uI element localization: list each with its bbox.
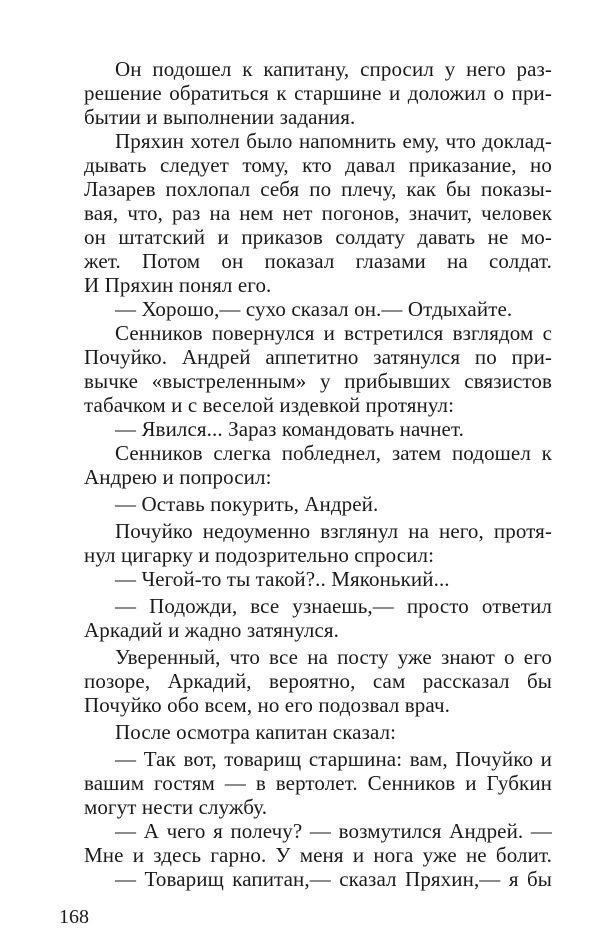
text-line: — Подожди, все узнаешь,— просто ответил — [115, 594, 552, 618]
text-line: — Явился... Зараз командовать начнет. — [115, 417, 465, 441]
text-line: Почуйко. Андрей аппетитно затянулся по при- — [84, 345, 552, 369]
text-line: Сенников повернулся и встретился взглядом с — [115, 321, 552, 345]
text-line: Почуйко обо всем, но его подозвал врач. — [84, 693, 450, 717]
text-line: табачком и с веселой издевкой протянул: — [84, 393, 455, 417]
text-line: вашим гостям — в вертолет. Сенников и Губкин — [84, 771, 552, 795]
text-line: Пряхин хотел было напомнить ему, что доклад- — [115, 129, 552, 153]
text-line: И Пряхин понял его. — [84, 273, 272, 297]
text-line: Аркадий и жадно затянулся. — [84, 618, 340, 642]
text-line: — Чегой-то ты такой?.. Мяконький... — [115, 567, 450, 591]
text-line: Почуйко недоуменно взглянул на него, протя- — [115, 519, 552, 543]
text-line: Андрею и попросил: — [84, 465, 272, 489]
text-line: — Оставь покурить, Андрей. — [115, 492, 379, 516]
text-line: вая, что, раз на нем нет погонов, значит, человек — [84, 201, 552, 225]
text-line: могут нести службу. — [84, 795, 268, 819]
text-line: он штатский и приказов солдату давать не мо- — [84, 225, 552, 249]
text-line: дывать следует тому, кто давал приказание, но — [84, 153, 552, 177]
text-line: После осмотра капитан сказал: — [115, 720, 397, 744]
text-line: позоре, Аркадий, вероятно, сам рассказал бы — [84, 669, 552, 693]
text-line: — Так вот, товарищ старшина: вам, Почуйко и — [115, 747, 552, 771]
text-line: нул цигарку и подозрительно спросил: — [84, 543, 435, 567]
text-line: Лазарев похлопал себя по плечу, как бы показы- — [84, 177, 552, 201]
text-line: Мне и здесь гарно. У меня и нога уже не болит. — [84, 843, 552, 867]
page-number: 168 — [59, 906, 89, 928]
text-line: Сенников слегка побледнел, затем подошел к — [115, 441, 552, 465]
text-line: жет. Потом он показал глазами на солдат. — [84, 249, 552, 273]
text-line: бытии и выполнении задания. — [84, 105, 356, 129]
text-line: — А чего я полечу? — возмутился Андрей. — — [115, 819, 552, 843]
text-line: — Товарищ капитан,— сказал Пряхин,— я бы — [115, 867, 552, 891]
text-line: Уверенный, что все на посту уже знают о его — [115, 645, 552, 669]
text-line: — Хорошо,— сухо сказал он.— Отдыхайте. — [115, 297, 513, 321]
text-line: вычке «выстреленным» у прибывших связистов — [84, 369, 552, 393]
text-line: решение обратиться к старшине и доложил о при- — [84, 81, 552, 105]
text-line: Он подошел к капитану, спросил у него раз- — [115, 57, 552, 81]
